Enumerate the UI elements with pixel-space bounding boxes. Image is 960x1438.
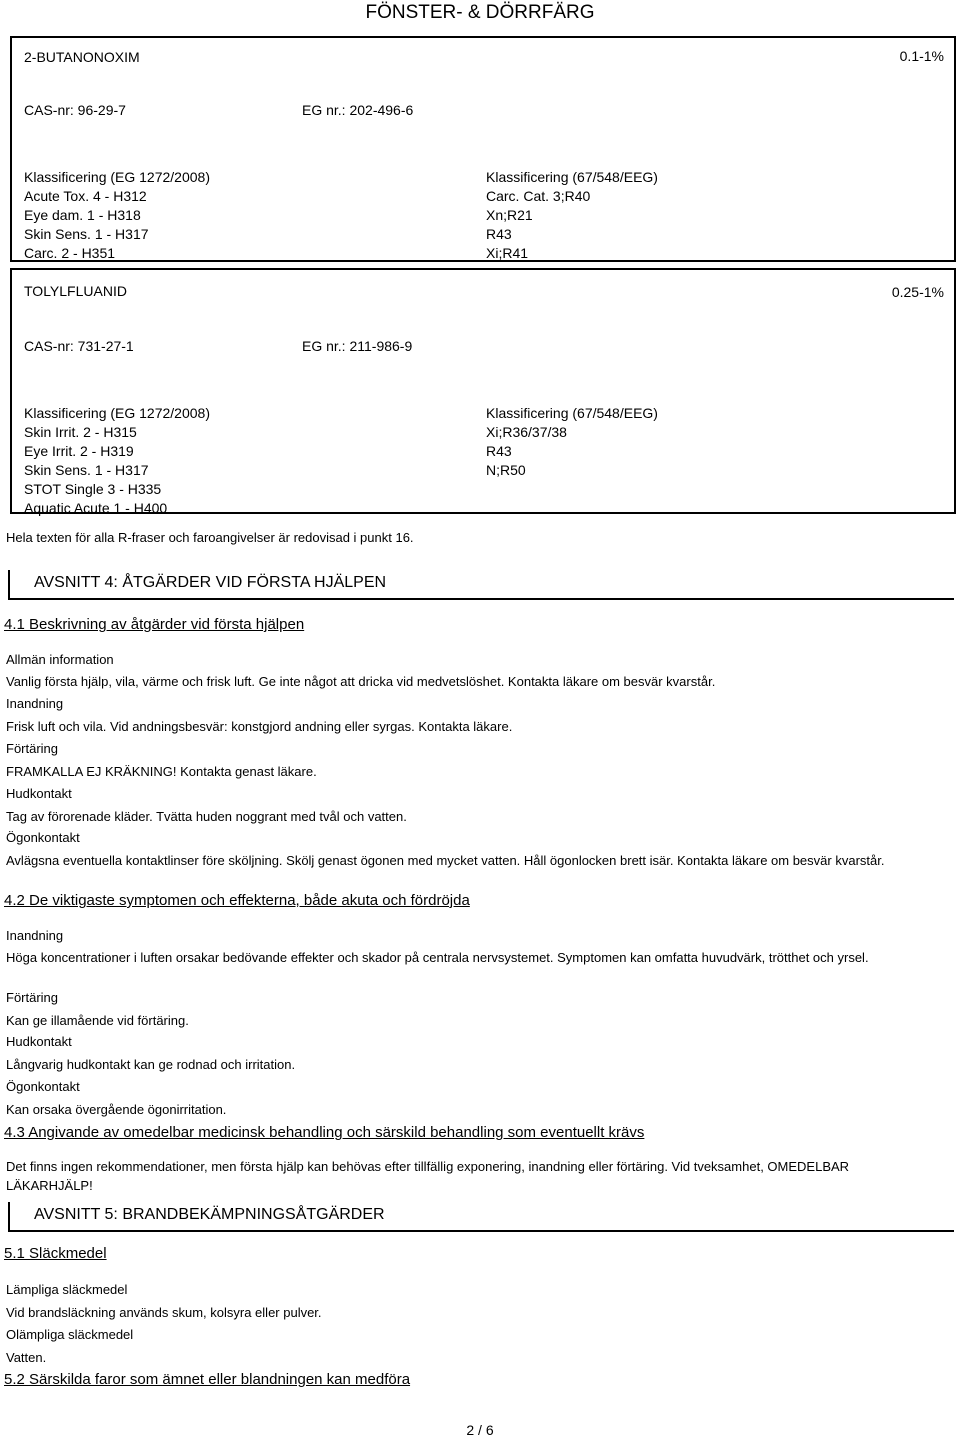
subsection-5-1-title: 5.1 Släckmedel: [4, 1245, 107, 1262]
subsection-5-2-title: 5.2 Särskilda faror som ämnet eller blandningen kan medföra: [4, 1371, 411, 1388]
label-eye-contact: Ögonkontakt: [6, 830, 80, 845]
text-inhalation-symptoms: Höga koncentrationer i luften orsakar bedövande effekter och skador på centrala nervsystemet. Symptomen kan omfatta huvudvärk, trötthet och yrsel.: [6, 950, 869, 965]
text-skin-contact: Tag av förorenade kläder. Tvätta huden noggrant med tvål och vatten.: [6, 809, 407, 824]
classification-dsd-item: Carc. Cat. 3;R40: [486, 188, 591, 204]
text-unsuitable-extinguishing: Vatten.: [6, 1350, 47, 1365]
classification-clp-item: Carc. 2 - H351: [24, 245, 116, 261]
classification-dsd-heading: Klassificering (67/548/EEG): [486, 405, 658, 421]
section-5-header: [8, 1202, 954, 1232]
text-ingestion: FRAMKALLA EJ KRÄKNING! Kontakta genast läkare.: [6, 764, 317, 779]
section-4-header: [8, 570, 954, 600]
r-phrase-note: Hela texten för alla R-fraser och faroangivelser är redovisad i punkt 16.: [6, 530, 414, 545]
eg-number: EG nr.: 202-496-6: [302, 102, 414, 118]
text-ingestion-symptoms: Kan ge illamående vid förtäring.: [6, 1013, 189, 1028]
classification-dsd-item: Xi;R41: [486, 245, 529, 261]
cas-number: CAS-nr: 731-27-1: [24, 338, 134, 354]
label-ingestion-symptoms: Förtäring: [6, 990, 59, 1005]
label-inhalation: Inandning: [6, 696, 64, 711]
section-heading: AVSNITT 4: ÅTGÄRDER VID FÖRSTA HJÄLPEN: [34, 574, 387, 591]
classification-clp-heading: Klassificering (EG 1272/2008): [24, 169, 210, 185]
label-general-info: Allmän information: [6, 652, 114, 667]
text-general-info: Vanlig första hjälp, vila, värme och frisk luft. Ge inte något att dricka vid medvetslöshet. Kontakta läkare om besvär kvarstår.: [6, 674, 716, 689]
label-eye-symptoms: Ögonkontakt: [6, 1079, 80, 1094]
classification-dsd-item: R43: [486, 226, 512, 242]
section-heading: AVSNITT 5: BRANDBEKÄMPNINGSÅTGÄRDER: [34, 1206, 385, 1223]
classification-clp-heading: Klassificering (EG 1272/2008): [24, 405, 210, 421]
classification-dsd-item: N;R50: [486, 462, 526, 478]
document-title: FÖNSTER- & DÖRRFÄRG: [365, 2, 595, 23]
substance-percentage: 0.1-1%: [899, 48, 944, 64]
label-suitable-extinguishing: Lämpliga släckmedel: [6, 1282, 128, 1297]
classification-dsd-item: Xi;R36/37/38: [486, 424, 567, 440]
substance-box-2-butanonoxim: [10, 36, 956, 262]
classification-clp-item: Eye dam. 1 - H318: [24, 207, 141, 223]
classification-clp-item: Skin Sens. 1 - H317: [24, 462, 149, 478]
subsection-4-3-title: 4.3 Angivande av omedelbar medicinsk behandling och särskild behandling som eventuellt krävs: [4, 1124, 645, 1141]
text-inhalation: Frisk luft och vila. Vid andningsbesvär: konstgjord andning eller syrgas. Kontakta läkare.: [6, 719, 513, 734]
text-skin-symptoms: Långvarig hudkontakt kan ge rodnad och irritation.: [6, 1057, 296, 1072]
eg-number: EG nr.: 211-986-9: [302, 338, 413, 354]
text-suitable-extinguishing: Vid brandsläckning används skum, kolsyra eller pulver.: [6, 1305, 322, 1320]
label-inhalation-symptoms: Inandning: [6, 928, 64, 943]
label-ingestion: Förtäring: [6, 741, 59, 756]
classification-dsd-heading: Klassificering (67/548/EEG): [486, 169, 658, 185]
substance-name: TOLYLFLUANID: [24, 283, 127, 299]
page-number: 2 / 6: [466, 1422, 494, 1438]
classification-dsd-item: Xn;R21: [486, 207, 533, 223]
substance-percentage: 0.25-1%: [891, 284, 944, 300]
classification-clp-item: Eye Irrit. 2 - H319: [24, 443, 134, 459]
classification-clp-item: Acute Tox. 4 - H312: [24, 188, 147, 204]
classification-clp-item: Aquatic Acute 1 - H400: [24, 500, 168, 516]
label-skin-symptoms: Hudkontakt: [6, 1034, 72, 1049]
subsection-4-2-title: 4.2 De viktigaste symptomen och effekterna, både akuta och fördröjda: [4, 892, 470, 909]
classification-clp-item: STOT Single 3 - H335: [24, 481, 162, 497]
classification-dsd-item: R43: [486, 443, 512, 459]
text-eye-symptoms: Kan orsaka övergående ögonirritation.: [6, 1102, 227, 1117]
substance-box-tolylfluanid: [10, 268, 956, 514]
classification-clp-item: Skin Sens. 1 - H317: [24, 226, 149, 242]
substance-name: 2-BUTANONOXIM: [24, 49, 140, 65]
text-eye-contact: Avlägsna eventuella kontaktlinser före sköljning. Skölj genast ögonen med mycket vatten. Håll ögonlocken brett isär. Kontakta läkare om besvär kvarstår.: [6, 853, 885, 868]
label-skin-contact: Hudkontakt: [6, 786, 72, 801]
label-unsuitable-extinguishing: Olämpliga släckmedel: [6, 1327, 134, 1342]
classification-clp-item: Skin Irrit. 2 - H315: [24, 424, 137, 440]
subsection-4-1-title: 4.1 Beskrivning av åtgärder vid första hjälpen: [4, 616, 305, 633]
cas-number: CAS-nr: 96-29-7: [24, 102, 126, 118]
text-medical-treatment: Det finns ingen rekommendationer, men första hjälp kan behövas efter tillfällig exponering, inandning eller förtäring. Vid tveksamhet, OMEDELBAR LÄKARHJÄLP!: [6, 1159, 850, 1193]
